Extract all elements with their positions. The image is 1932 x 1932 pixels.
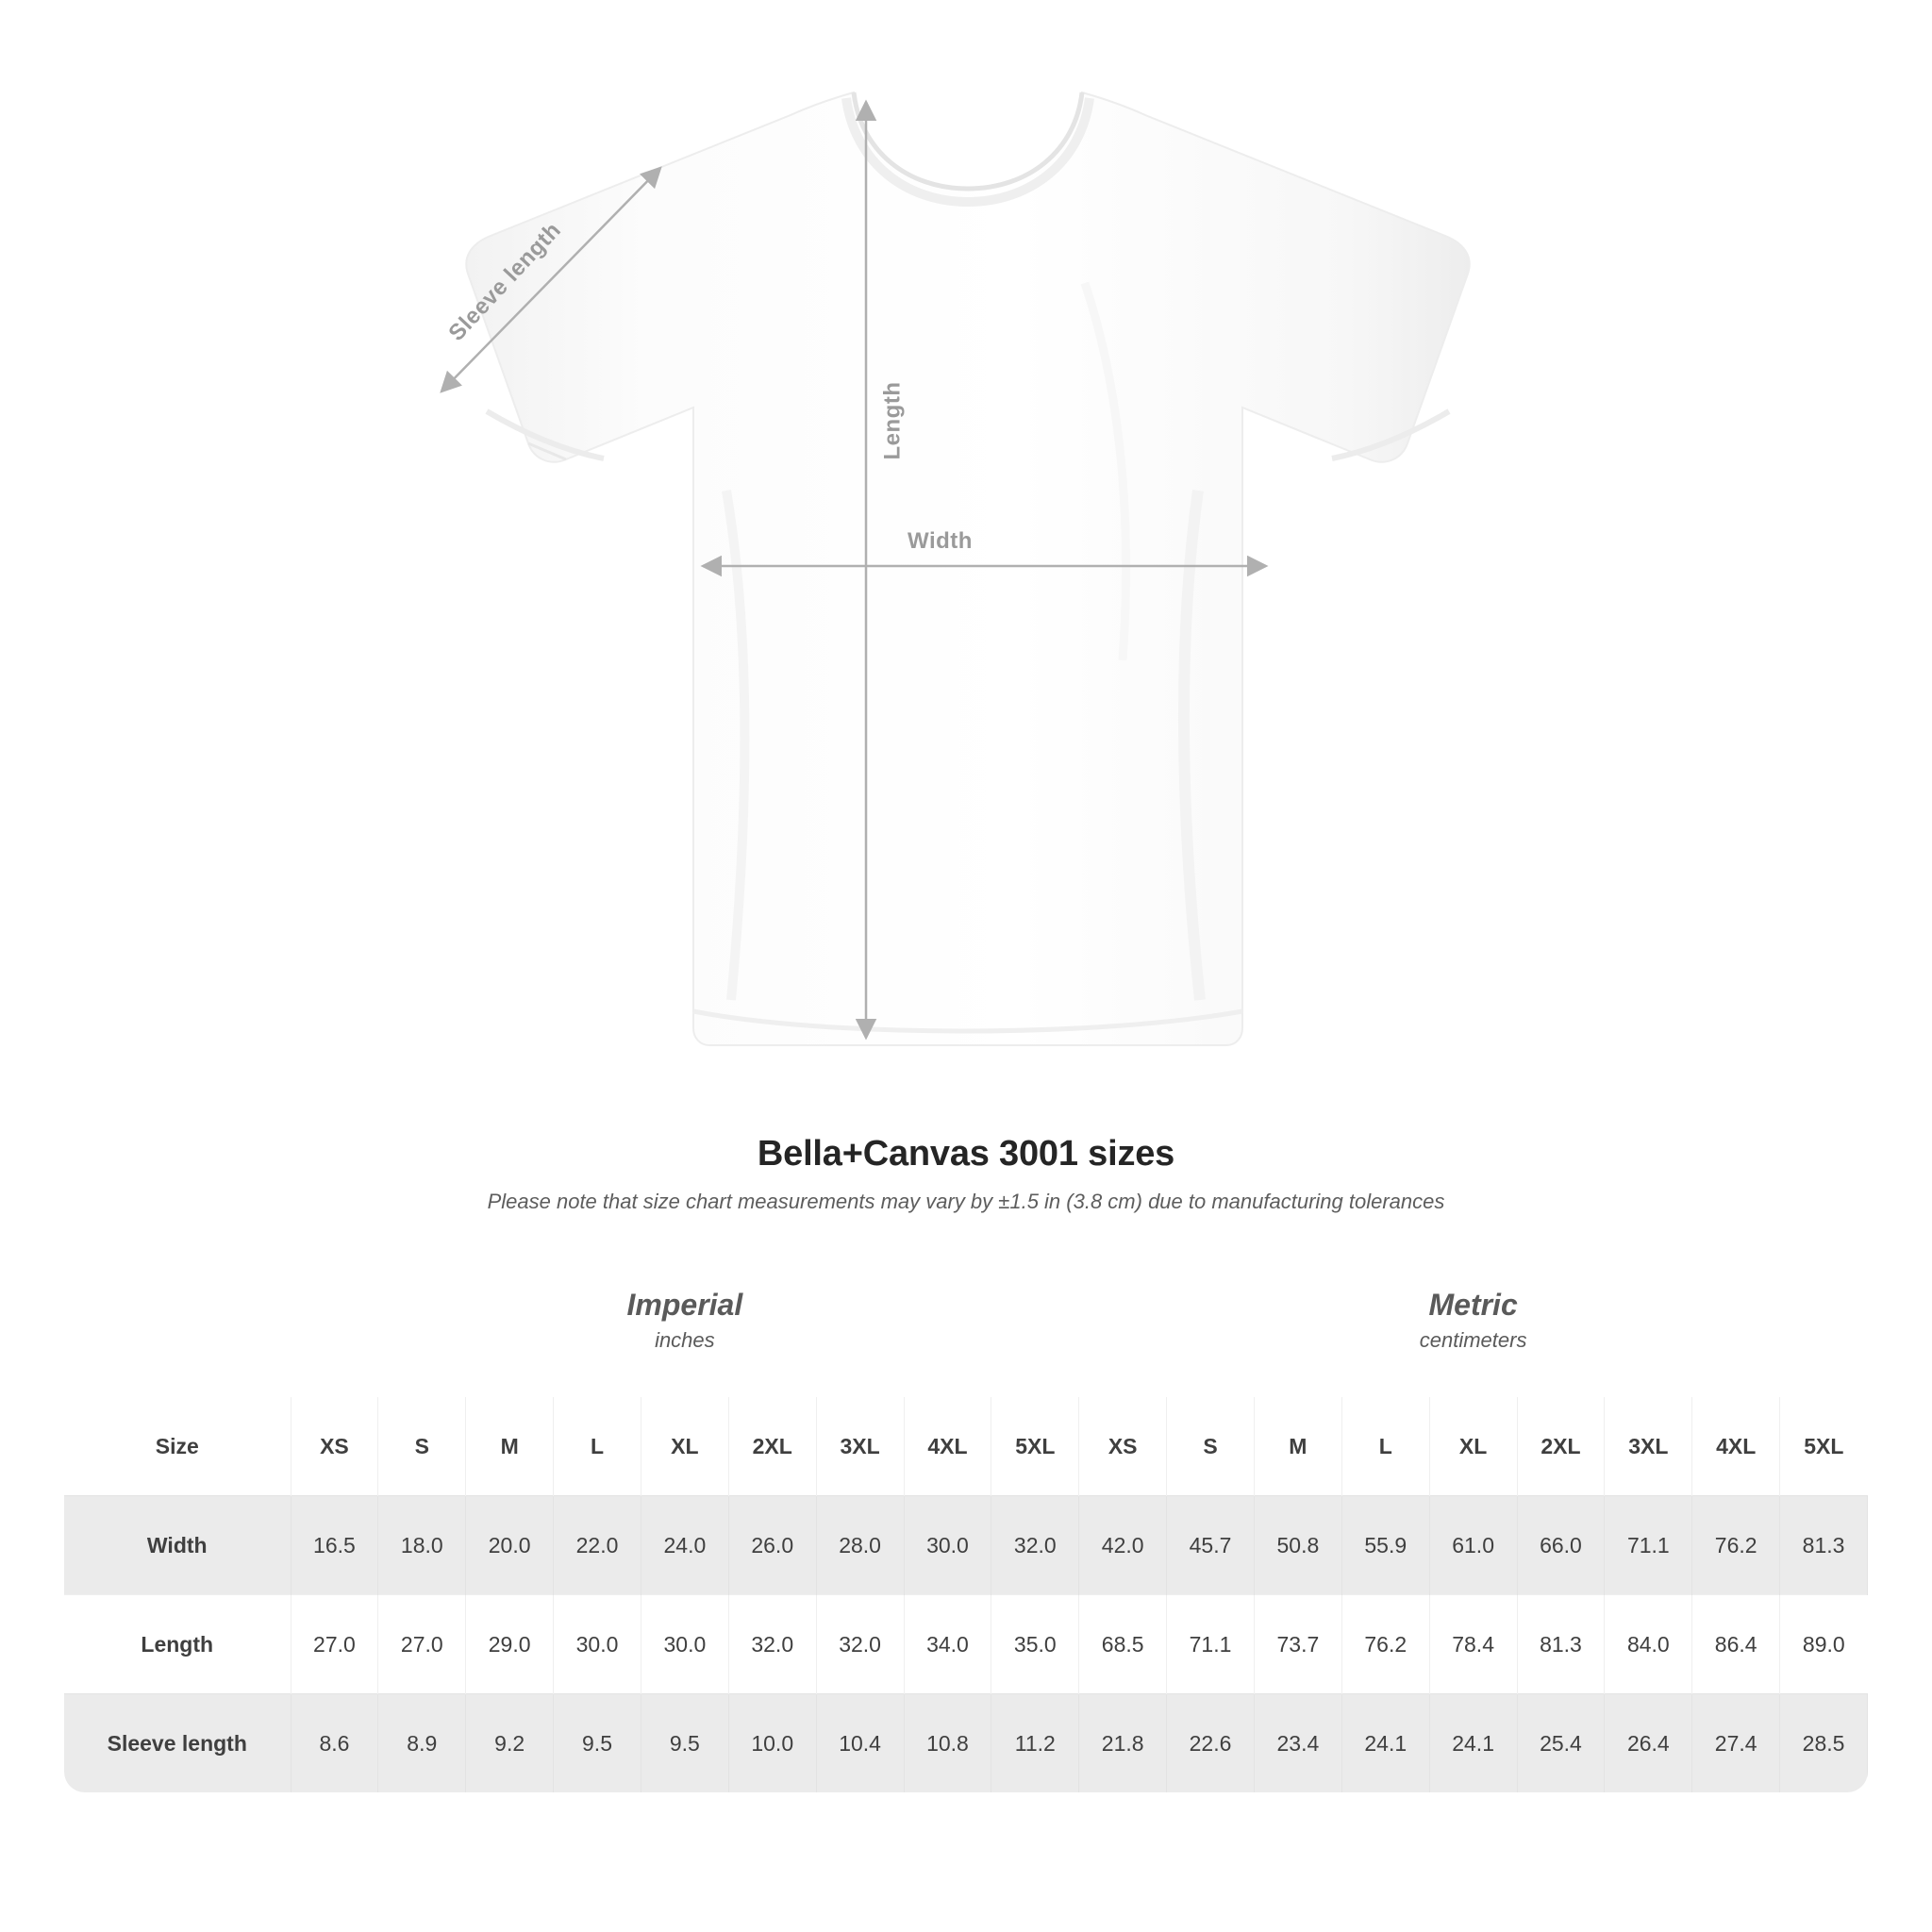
size-header-cell: L <box>554 1397 641 1496</box>
table-cell: 32.0 <box>816 1595 904 1694</box>
table-cell: 30.0 <box>554 1595 641 1694</box>
imperial-unit-cell <box>291 1246 1079 1397</box>
size-header-label: Size <box>64 1397 291 1496</box>
tolerance-note: Please note that size chart measurements may vary by ±1.5 in (3.8 cm) due to manufacturing tolerances <box>487 1190 1445 1213</box>
size-header-cell: M <box>466 1397 554 1496</box>
metric-system-label: Metric <box>1428 1288 1518 1323</box>
imperial-system-label: Imperial <box>626 1288 743 1323</box>
size-header-cell: 3XL <box>816 1397 904 1496</box>
table-cell: 68.5 <box>1079 1595 1167 1694</box>
table-row <box>64 1694 1868 1793</box>
size-header-cell: XS <box>1079 1397 1167 1496</box>
table-cell: 27.0 <box>378 1595 466 1694</box>
size-header-cell: 2XL <box>728 1397 816 1496</box>
size-header-cell: XL <box>641 1397 728 1496</box>
size-table-wrapper <box>64 1246 1868 1792</box>
table-cell: 10.0 <box>728 1694 816 1793</box>
table-cell: 84.0 <box>1605 1595 1692 1694</box>
width-label: Width <box>908 528 973 554</box>
tshirt-shape <box>466 92 1469 1045</box>
size-header-cell: S <box>1167 1397 1255 1496</box>
size-header-cell: S <box>378 1397 466 1496</box>
table-cell: 10.8 <box>904 1694 991 1793</box>
table-cell: 73.7 <box>1254 1595 1341 1694</box>
table-cell: 86.4 <box>1692 1595 1780 1694</box>
table-cell: 8.9 <box>378 1694 466 1793</box>
row-label-length: Length <box>64 1595 291 1694</box>
sleeve-length-label: Sleeve length <box>443 217 567 346</box>
size-header-cell: 3XL <box>1605 1397 1692 1496</box>
table-cell: 24.0 <box>641 1496 728 1595</box>
table-cell: 32.0 <box>728 1595 816 1694</box>
table-cell: 76.2 <box>1692 1496 1780 1595</box>
size-table <box>64 1246 1868 1792</box>
table-cell: 9.5 <box>641 1694 728 1793</box>
table-cell: 66.0 <box>1517 1496 1605 1595</box>
table-cell: 50.8 <box>1254 1496 1341 1595</box>
table-cell: 25.4 <box>1517 1694 1605 1793</box>
table-cell: 28.5 <box>1780 1694 1868 1793</box>
table-cell: 21.8 <box>1079 1694 1167 1793</box>
table-cell: 16.5 <box>291 1496 378 1595</box>
length-label: Length <box>879 381 906 460</box>
size-header-cell: 5XL <box>1780 1397 1868 1496</box>
size-header-row <box>64 1397 1868 1496</box>
size-header-cell: 2XL <box>1517 1397 1605 1496</box>
table-cell: 81.3 <box>1780 1496 1868 1595</box>
table-row <box>64 1595 1868 1694</box>
table-cell: 30.0 <box>904 1496 991 1595</box>
page-title: Bella+Canvas 3001 sizes <box>757 1134 1175 1174</box>
row-label-sleeve-length: Sleeve length <box>64 1694 291 1793</box>
table-cell: 30.0 <box>641 1595 728 1694</box>
table-cell: 9.5 <box>554 1694 641 1793</box>
unit-corner-cell <box>64 1246 291 1397</box>
table-cell: 29.0 <box>466 1595 554 1694</box>
table-cell: 71.1 <box>1605 1496 1692 1595</box>
table-cell: 61.0 <box>1429 1496 1517 1595</box>
table-cell: 89.0 <box>1780 1595 1868 1694</box>
table-cell: 24.1 <box>1341 1694 1429 1793</box>
table-cell: 20.0 <box>466 1496 554 1595</box>
table-cell: 18.0 <box>378 1496 466 1595</box>
size-header-cell: 5XL <box>991 1397 1079 1496</box>
metric-unit-cell <box>1079 1246 1868 1397</box>
table-cell: 71.1 <box>1167 1595 1255 1694</box>
table-cell: 22.6 <box>1167 1694 1255 1793</box>
table-cell: 24.1 <box>1429 1694 1517 1793</box>
table-cell: 34.0 <box>904 1595 991 1694</box>
row-label-width: Width <box>64 1496 291 1595</box>
table-cell: 32.0 <box>991 1496 1079 1595</box>
size-header-cell: L <box>1341 1397 1429 1496</box>
table-cell: 22.0 <box>554 1496 641 1595</box>
table-cell: 55.9 <box>1341 1496 1429 1595</box>
unit-system-row <box>64 1246 1868 1397</box>
size-header-cell: XS <box>291 1397 378 1496</box>
table-cell: 78.4 <box>1429 1595 1517 1694</box>
table-cell: 26.0 <box>728 1496 816 1595</box>
table-cell: 23.4 <box>1254 1694 1341 1793</box>
table-cell: 81.3 <box>1517 1595 1605 1694</box>
size-header-cell: M <box>1254 1397 1341 1496</box>
table-cell: 42.0 <box>1079 1496 1167 1595</box>
title-block <box>0 1134 1932 1214</box>
table-cell: 27.4 <box>1692 1694 1780 1793</box>
table-cell: 35.0 <box>991 1595 1079 1694</box>
table-cell: 11.2 <box>991 1694 1079 1793</box>
table-cell: 45.7 <box>1167 1496 1255 1595</box>
table-cell: 8.6 <box>291 1694 378 1793</box>
size-header-cell: 4XL <box>904 1397 991 1496</box>
metric-unit-label: centimeters <box>1419 1328 1527 1353</box>
table-cell: 28.0 <box>816 1496 904 1595</box>
table-cell: 26.4 <box>1605 1694 1692 1793</box>
size-header-cell: XL <box>1429 1397 1517 1496</box>
table-row <box>64 1496 1868 1595</box>
table-cell: 27.0 <box>291 1595 378 1694</box>
table-cell: 9.2 <box>466 1694 554 1793</box>
size-header-cell: 4XL <box>1692 1397 1780 1496</box>
imperial-unit-label: inches <box>655 1328 715 1353</box>
table-cell: 76.2 <box>1341 1595 1429 1694</box>
table-cell: 10.4 <box>816 1694 904 1793</box>
